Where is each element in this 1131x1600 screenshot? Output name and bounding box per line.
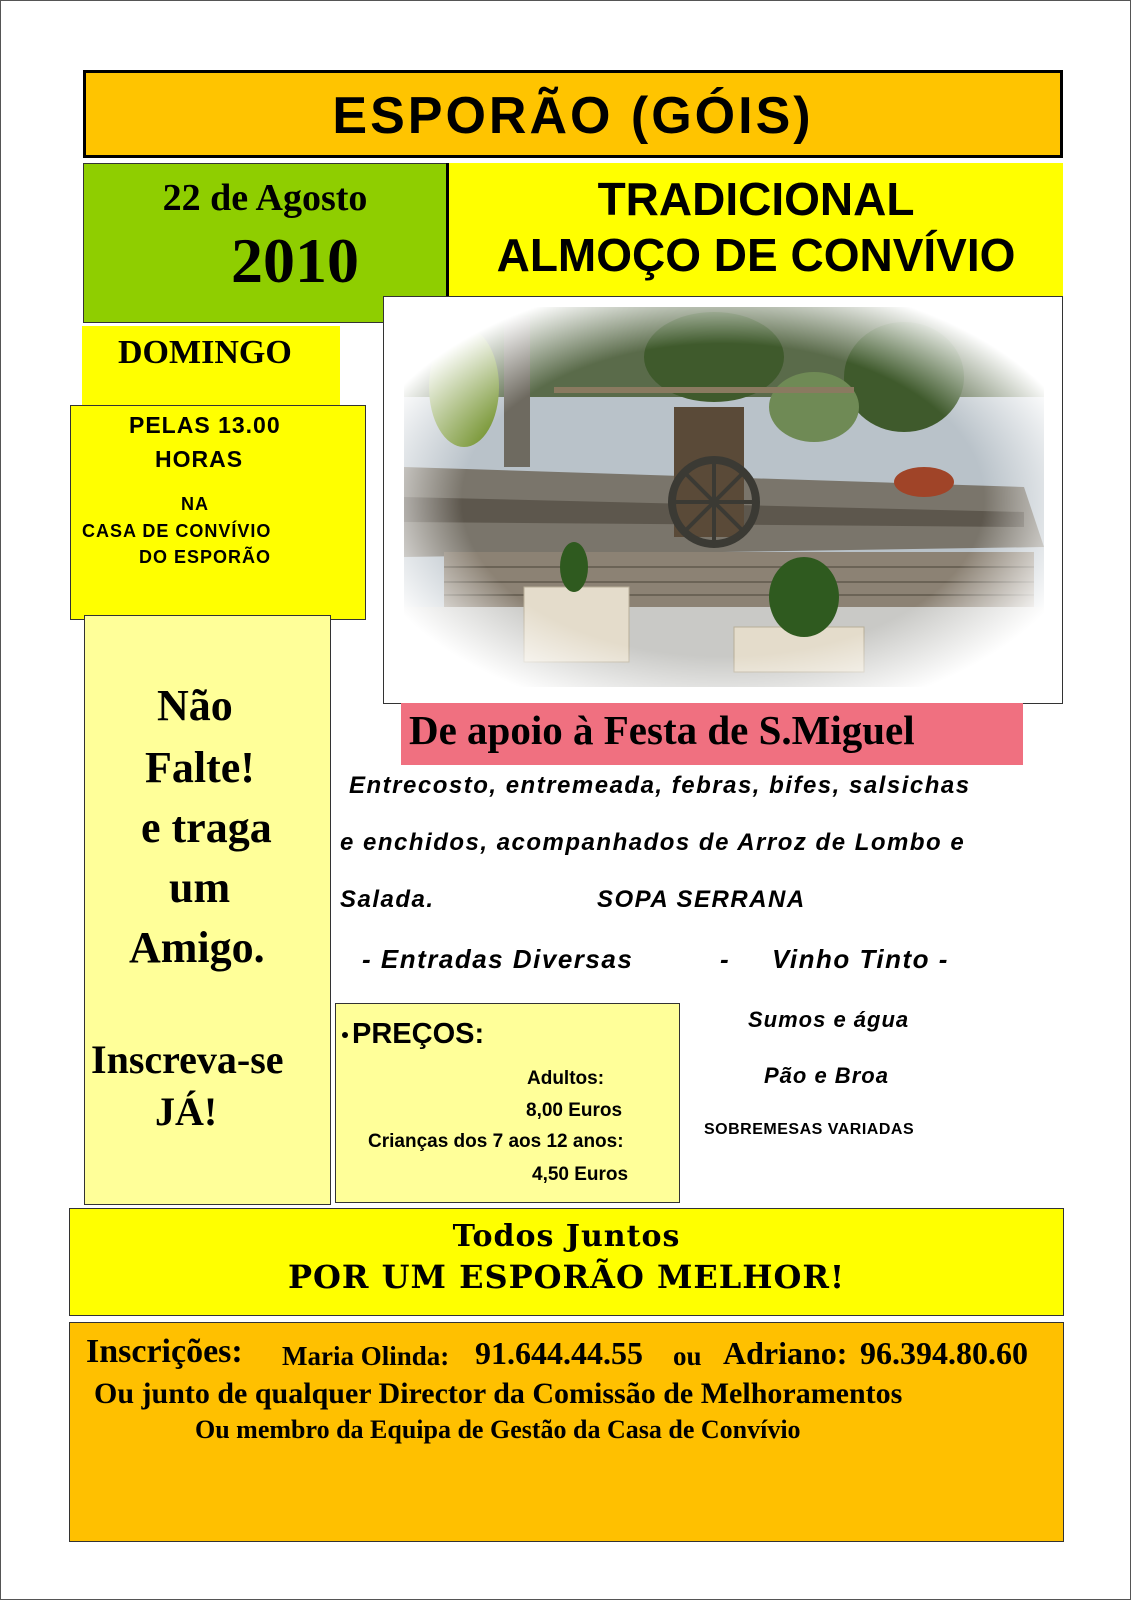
menu-bread: Pão e Broa <box>764 1063 889 1088</box>
price-adults-value: 8,00 Euros <box>526 1100 623 1121</box>
prices-heading: PREÇOS: <box>352 1018 485 1050</box>
cta-line6: Inscreva-se <box>91 1037 284 1082</box>
contact1-phone: 91.644.44.55 <box>475 1335 643 1371</box>
prices-box <box>335 1003 680 1203</box>
event-weekday: DOMINGO <box>118 334 292 371</box>
menu-soup: SOPA SERRANA <box>597 886 806 913</box>
event-title-line1: TRADICIONAL <box>597 173 915 225</box>
event-date-year: 2010 <box>231 225 359 296</box>
menu-starters: - Entradas Diversas <box>362 944 634 974</box>
menu-desserts: SOBREMESAS VARIADAS <box>704 1121 915 1138</box>
call-to-action-panel <box>84 615 331 1205</box>
venue-photo-illustration <box>384 297 1062 703</box>
support-banner <box>401 703 1023 765</box>
event-title-line2: ALMOÇO DE CONVÍVIO <box>496 229 1016 281</box>
event-time-line1: PELAS 13.00 <box>129 412 281 438</box>
bullet-icon <box>342 1032 348 1038</box>
support-text: De apoio à Festa de S.Miguel <box>409 707 915 753</box>
slogan-line2: POR UM ESPORÃO MELHOR! <box>287 1258 846 1296</box>
contact2-name: Adriano: <box>723 1335 848 1371</box>
event-location-line2: CASA DE CONVÍVIO <box>82 521 272 541</box>
registration-footer <box>69 1322 1064 1542</box>
contact1-name: Maria Olinda: <box>282 1341 450 1371</box>
menu-line3a: Salada. <box>340 886 435 913</box>
time-location-box <box>70 405 366 620</box>
registration-line3: Ou membro da Equipa de Gestão da Casa de Convívio <box>195 1415 801 1444</box>
venue-photo <box>383 296 1063 704</box>
cta-line2: Falte! <box>145 743 255 792</box>
weekday-box <box>82 326 340 412</box>
title-banner <box>83 70 1063 158</box>
event-time-line2: HORAS <box>155 446 244 472</box>
contact-or: ou <box>673 1341 702 1371</box>
menu-wine: Vinho Tinto - <box>772 944 949 974</box>
menu-line2: e enchidos, acompanhados de Arroz de Lombo e <box>340 829 966 856</box>
registration-label: Inscrições: <box>86 1333 243 1370</box>
cta-line4: um <box>169 863 231 912</box>
slogan-line1: Todos Juntos <box>452 1219 681 1254</box>
cta-line3: e traga <box>141 803 272 852</box>
event-title-box <box>446 163 1063 297</box>
cta-line7: JÁ! <box>155 1089 218 1134</box>
contact2-phone: 96.394.80.60 <box>860 1335 1028 1371</box>
event-location-line3: DO ESPORÃO <box>139 547 272 567</box>
slogan-banner <box>69 1208 1064 1316</box>
menu-line1: Entrecosto, entremeada, febras, bifes, salsichas <box>349 772 971 799</box>
price-adults-label: Adultos: <box>527 1068 605 1089</box>
page-title: ESPORÃO (GÓIS) <box>332 87 814 145</box>
event-date-day: 22 de Agosto <box>162 177 368 219</box>
registration-line2: Ou junto de qualquer Director da Comissão de Melhoramentos <box>94 1377 903 1410</box>
cta-line1: Não <box>157 681 233 730</box>
price-children-value: 4,50 Euros <box>532 1164 629 1185</box>
price-children-label: Crianças dos 7 aos 12 anos: <box>368 1131 624 1152</box>
menu-separator: - <box>720 944 731 974</box>
menu-drinks: Sumos e água <box>748 1007 910 1032</box>
event-location-line1: NA <box>181 494 209 514</box>
cta-line5: Amigo. <box>129 923 265 972</box>
